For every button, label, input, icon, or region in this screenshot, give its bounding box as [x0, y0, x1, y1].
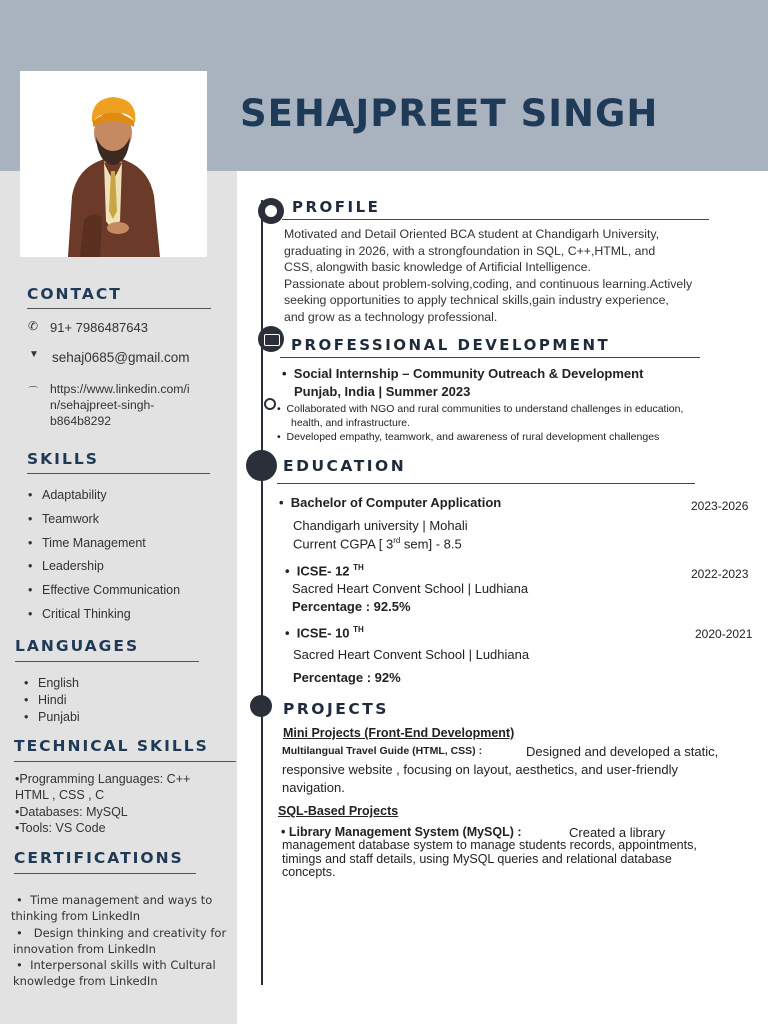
technical-skills-heading: TECHNICAL SKILLS [14, 737, 209, 755]
icse10-result: Percentage : 92% [293, 670, 401, 685]
technical-skills-list: •Programming Languages: C++ HTML , CSS , C •Databases: MySQL •Tools: VS Code [15, 772, 191, 835]
skills-list [28, 484, 180, 627]
list-item: • Time Management [28, 532, 180, 556]
education-rule [277, 483, 695, 484]
icse10-school: Sacred Heart Convent School | Ludhiana [293, 647, 530, 662]
icse12-school: Sacred Heart Convent School | Ludhiana [292, 581, 529, 596]
certifications-rule [14, 873, 196, 874]
contact-heading: CONTACT [27, 285, 122, 303]
list-item: • Design thinking and creativity for [16, 925, 227, 940]
library-desc-1: Created a library [569, 825, 666, 840]
icse10-years: 2020-2021 [695, 627, 753, 641]
degree-title: • Bachelor of Computer Application [279, 495, 502, 510]
professional-development-heading: PROFESSIONAL DEVELOPMENT [291, 336, 611, 354]
languages-heading: LANGUAGES [15, 637, 140, 655]
list-item: • Hindi [24, 692, 80, 709]
list-item: • Interpersonal skills with Cultural [16, 958, 216, 973]
icse12-title: • ICSE- 12 $^{TH}$ [285, 563, 364, 579]
sql-projects-heading: SQL-Based Projects [278, 804, 399, 818]
email-address[interactable]: sehaj0685@gmail.com [52, 350, 190, 365]
degree-institution: Chandigarh university | Mohali [293, 518, 468, 533]
travel-guide-desc-1: Designed and developed a static, [526, 744, 719, 759]
profile-summary: Motivated and Detail Oriented BCA student at Chandigarh University, graduating in 2026, with a strongfoundation in SQL, C++,HTML, and CSS, alongwith basic knowledge of Artificial Intelligence. Passionate about problem-solving,coding, and continuous learning.Actively seeking opportunities to apply technical skills,gain industry experience, and grow as a technology professional. [284, 227, 693, 324]
projects-heading: PROJECTS [283, 700, 389, 718]
timeline-dot [264, 398, 276, 410]
projects-node-icon [250, 695, 272, 717]
icse10-title: • ICSE- 10 $^{TH}$ [285, 625, 364, 641]
internship-point-2: • Developed empathy, teamwork, and awareness of rural development challenges [277, 431, 660, 443]
languages-rule [15, 661, 199, 662]
profile-node-icon [258, 198, 284, 224]
languages-list [24, 675, 80, 726]
profile-heading: PROFILE [292, 198, 381, 216]
briefcase-node-icon [258, 326, 284, 352]
icse12-result: Percentage : 92.5% [292, 599, 411, 614]
profile-photo [20, 71, 207, 257]
certifications-heading: CERTIFICATIONS [14, 849, 184, 867]
list-item: • Leadership [28, 555, 180, 579]
professional-development-rule [280, 357, 700, 358]
degree-cgpa: Current CGPA [ 3rd sem] - 8.5 [293, 536, 462, 552]
list-item: • English [24, 675, 80, 692]
list-item: • Teamwork [28, 508, 180, 532]
profile-rule [282, 219, 709, 220]
person-portrait-icon [20, 71, 207, 257]
list-item: • Punjabi [24, 709, 80, 726]
skills-heading: SKILLS [27, 450, 99, 468]
email-icon: ▼ [29, 349, 39, 360]
internship-point-1: • Collaborated with NGO and rural communities to understand challenges in education, health, and infrastructure. [277, 403, 684, 429]
education-heading: EDUCATION [283, 457, 407, 475]
skills-rule [27, 473, 210, 474]
contact-rule [27, 308, 211, 309]
library-desc: management database system to manage students records, appointments, timings and staff details, using MySQL queries and relational database concepts. [282, 838, 697, 880]
technical-skills-rule [14, 761, 236, 762]
phone-number: 91+ 7986487643 [50, 320, 148, 335]
internship-title: • Social Internship – Community Outreach & Development [282, 366, 644, 381]
education-node-icon [246, 450, 277, 481]
internship-location: Punjab, India | Summer 2023 [294, 384, 471, 399]
list-item: • Critical Thinking [28, 603, 180, 627]
degree-years: 2023-2026 [691, 499, 749, 513]
library-title: • Library Management System (MySQL) : [281, 825, 522, 839]
list-item: • Time management and ways to [16, 893, 213, 907]
travel-guide-desc-2: responsive website , focusing on layout, aesthetics, and user-friendly [282, 762, 678, 777]
list-item: • Effective Communication [28, 579, 180, 603]
travel-guide-desc-3: navigation. [282, 780, 345, 795]
certifications-list: • Time management and ways to thinking from LinkedIn • Design thinking and creativity for innovation from LinkedIn • Interpersonal skills with Cultural knowledge from LinkedIn [11, 893, 227, 989]
phone-icon: ✆ [28, 319, 39, 333]
mini-projects-heading: Mini Projects (Front-End Development) [283, 726, 515, 740]
link-icon: ⌒ [28, 387, 38, 398]
candidate-name: SEHAJPREET SINGH [240, 92, 659, 135]
list-item: • Adaptability [28, 484, 180, 508]
linkedin-url[interactable]: https://www.linkedin.com/i n/sehajpreet-singh- b864b8292 [50, 382, 190, 428]
travel-guide-title: Multilangual Travel Guide (HTML, CSS) : [282, 745, 483, 757]
timeline-line [261, 200, 263, 985]
icse12-years: 2022-2023 [691, 567, 749, 581]
